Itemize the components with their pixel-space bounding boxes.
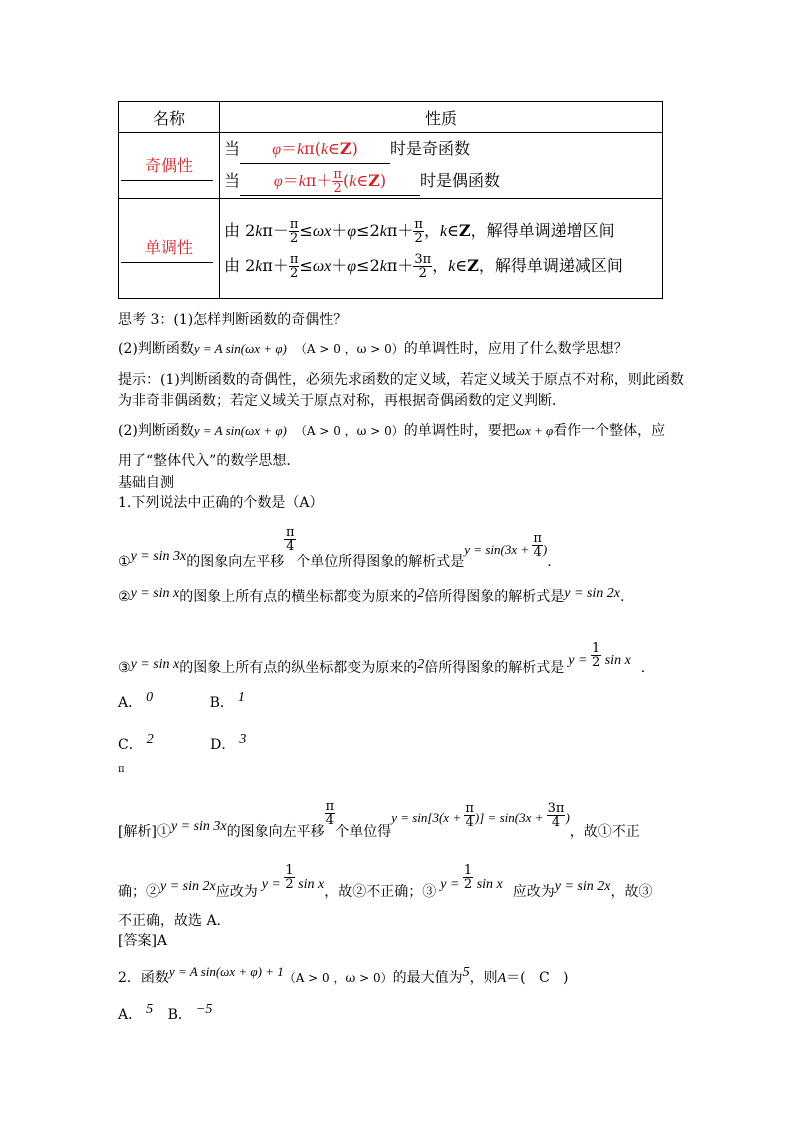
row-content-cell <box>220 133 663 199</box>
analysis-line-3: 不正确，故选 A. <box>118 913 222 929</box>
monotonic-line-decreasing: 由 2kπ＋ $\frac{\pi}{2}$ ≤ωx＋φ≤2kπ＋ $\frac{3\pi}{2}$ ，k∈Z，解得单调递减区间 <box>224 251 623 281</box>
statement-2: ②y = sin x的图象上所有点的横坐标都变为原来的2倍所得图象的解析式是y = sin 2x. <box>118 586 625 605</box>
properties-table <box>118 101 663 299</box>
question-2-answer: C <box>538 970 550 986</box>
table-row <box>119 199 663 299</box>
question-2-stem: 2．函数y = A sin(ωx + φ) + 1（A > 0 ，ω > 0）的最大值为5，则A＝( C ) <box>118 964 569 986</box>
parity-line-odd: 当 φ＝kπ(k∈Z) 时是奇函数 <box>224 136 662 164</box>
header-property: 性质 <box>220 102 663 133</box>
row-content-cell <box>220 199 663 299</box>
row-label-parity: 奇偶性 <box>144 155 193 175</box>
monotonic-line-increasing: 由 2kπ－ $\frac{\pi}{2}$ ≤ωx＋φ≤2kπ＋ $\frac{\pi}{2}$ ，k∈Z，解得单调递增区间 <box>224 216 615 246</box>
hint-line-2: 为非奇非偶函数；若定义域关于原点对称，再根据奇偶函数的定义判断． <box>118 393 566 409</box>
statement-1: ①y = sin 3x的图象向左平移 $\frac{\pi}{4}$ 个单位所得图象的解析式是y = sin(3x + $\frac{\pi}{4}$ ). <box>118 525 552 570</box>
hint-line-1: 提示：(1)判断函数的奇偶性，必须先求函数的定义域，若定义域关于原点不对称，则此函数 <box>118 372 684 388</box>
row-label-monotonic: 单调性 <box>144 237 193 257</box>
parity-line-even: 当 φ＝kπ＋ $\frac{\pi}{2}$ (k∈Z) 时是偶函数 <box>224 166 501 196</box>
question-1-stem: 1.下列说法中正确的个数是（A） <box>118 495 324 511</box>
statement-3: ③y = sin x的图象上所有点的纵坐标都变为原来的2倍所得图象的解析式是 y = $\frac{1}{2}$ sin x . <box>118 641 646 676</box>
section-title: 基础自测 <box>118 475 174 491</box>
hint-line-3: (2)判断函数y = A sin(ωx + φ) （A > 0 ，ω > 0）的单调性时，要把ωx + φ看作一个整体，应 <box>118 423 666 439</box>
row-label-cell <box>119 133 220 199</box>
header-name: 名称 <box>119 102 220 133</box>
option-c: C． 2 <box>118 732 154 753</box>
options-row-2 <box>118 734 246 754</box>
think-question-1: 思考 3：(1)怎样判断函数的奇偶性？ <box>118 312 348 328</box>
option-d: D． 3 <box>210 732 247 753</box>
analysis-line-2: 确；②y = sin 2x应改为 y = $\frac{1}{2}$ sin x，故②不正确；③ y = $\frac{1}{2}$ sin x 应改为y = sin 2x，故③ <box>118 863 653 900</box>
question-2-options <box>118 1004 212 1024</box>
table-header-row <box>119 102 663 133</box>
option-a: A． 0 <box>118 690 154 711</box>
analysis-line-1: [解析]①y = sin 3x的图象向左平移 $\frac{\pi}{4}$ 个单位得y = sin[3(x + $\frac{\pi}{4}$ )] = sin(3x + $\frac{3\pi}{4}$ )，故①不正 <box>118 799 640 840</box>
row-label-cell <box>119 199 220 299</box>
think-question-2: (2)判断函数y = A sin(ωx + φ) （A > 0 ，ω > 0）的单调性时，应用了什么数学思想？ <box>118 341 628 357</box>
option-b: B． −5 <box>167 1002 213 1023</box>
option-a: A． 5 <box>118 1002 154 1023</box>
hint-line-4: 用了“整体代入”的数学思想． <box>118 453 301 469</box>
options-row-1 <box>118 692 245 712</box>
stray-pi: π <box>118 764 125 775</box>
table-row <box>119 133 663 199</box>
answer-line: [答案]A <box>118 933 168 949</box>
option-b: B． 1 <box>209 690 245 711</box>
